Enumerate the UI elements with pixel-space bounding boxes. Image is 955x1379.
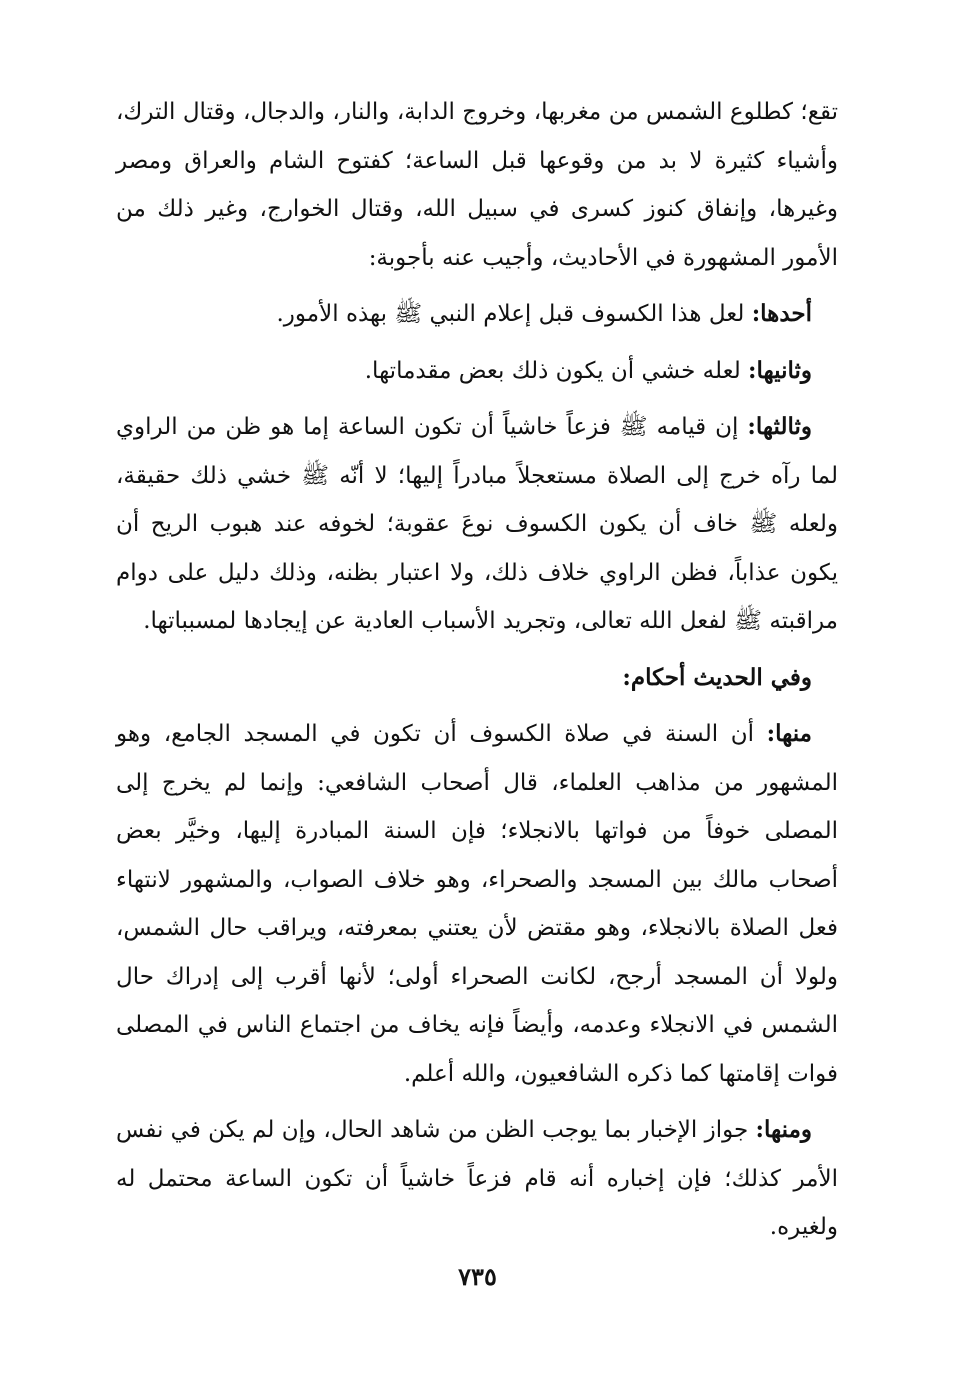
paragraph-lead: منها: [766,720,812,747]
paragraph-lead: أحدها: [751,300,812,327]
page-number: ٧٣٥ [458,1262,497,1291]
paragraph-text: أن السنة في صلاة الكسوف أن تكون في المسجد الجامع، وهو المشهور من مذاهب العلماء، قال أصحاب الشافعي: وإنما لم يخرج إلى المصلى خوفاً من فواتها بالانجلاء؛ فإن السنة المبادرة إليها، وخيَّر بعض أصحاب مالك بين المسجد والصحراء، وهو خلاف الصواب، والمشهور لانتهاء فعل الصلاة بالانجلاء، وهو مقتض لأن يعتني بمعرفته، ويراقب حال الشمس، ولولا أن المسجد أرجح، لكانت الصحراء أولى؛ لأنها أقرب إلى إدراك حال الشمس في الانجلاء وعدمه، وأيضاً فإنه يخاف من اجتماع الناس في المصلى فوات إقامتها كما ذكره الشافعيون، والله أعلم. [116,721,838,1087]
paragraph-lead: وثالثها: [747,413,812,440]
paragraph-ruling-2 [116,1106,838,1252]
paragraph-text: لعل هذا الكسوف قبل إعلام النبي ﷺ بهذه الأمور. [276,301,752,327]
paragraph-answer-1 [116,290,838,339]
section-heading: وفي الحديث أحكام: [622,663,812,691]
paragraph-lead: وثانيها: [748,356,812,384]
paragraph-text: تقع؛ كطلوع الشمس من مغربها، وخروج الدابة، والنار، والدجال، وقتال الترك، وأشياء كثيرة لا بد من وقوعها قبل الساعة؛ كفتوح الشام والعراق ومصر وغيرها، وإنفاق كنوز كسرى في سبيل الله، وقتال الخوارج، وغير ذلك من الأمور المشهورة في الأحاديث، وأجيب عنه بأجوبة: [116,99,838,271]
paragraph-lead: ومنها: [755,1116,812,1143]
paragraph-text: إن قيامه ﷺ فزعاً خاشياً أن تكون الساعة إما هو ظن من الراوي لما رآه خرج إلى الصلاة مستعجلاً مبادراً إليها؛ لا أنّه ﷺ خشي ذلك حقيقة، ولعله ﷺ خاف أن يكون الكسوف نوعَ عقوبة؛ لخوفه عند هبوب الريح أن يكون عذاباً، فظن الراوي خلاف ذلك، ولا اعتبار بظنه، وذلك دليل على دوام مراقبته ﷺ لفعل الله تعالى، وتجريد الأسباب العادية عن إيجادها لمسبباتها. [116,414,838,634]
paragraph-answer-3 [116,403,838,646]
paragraph-intro [116,88,838,282]
paragraph-text: لعله خشي أن يكون ذلك بعض مقدماتها. [364,357,749,384]
paragraph-answer-2 [116,347,838,396]
page-body [116,88,838,1260]
paragraph-ruling-1 [116,710,838,1098]
paragraph-text: جواز الإخبار بما يوجب الظن من شاهد الحال، وإن لم يكن في نفس الأمر كذلك؛ فإن إخباره أنه قام فزعاً خاشياً أن تكون الساعة محتمل له ولغيره. [116,1117,838,1240]
